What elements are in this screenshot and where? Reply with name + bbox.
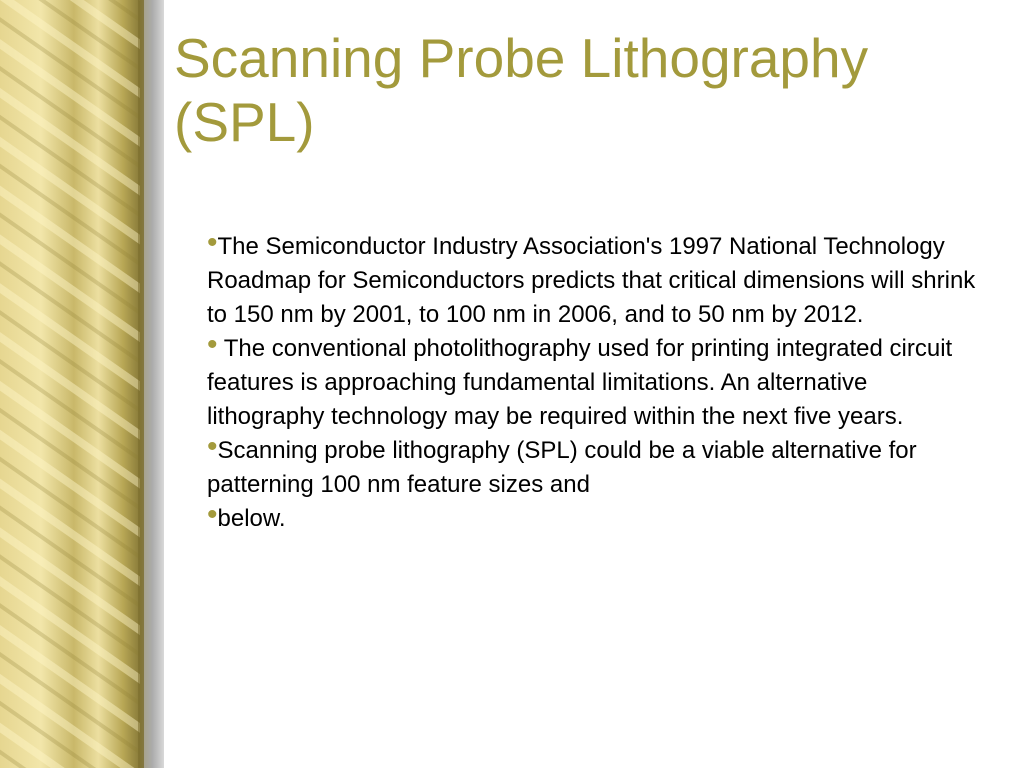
bullet-text: The Semiconductor Industry Association's 1997 National Technology Roadmap for Semiconductors predicts that critical dimensions will shrink to 150 nm by 2001, to 100 nm in 2006, and to 50 nm by 2012. bbox=[207, 233, 976, 328]
decorative-side-band bbox=[0, 0, 164, 768]
bullet-icon: • bbox=[207, 430, 218, 463]
bullet-item bbox=[207, 430, 987, 502]
bullet-list bbox=[207, 226, 987, 536]
bullet-item bbox=[207, 498, 987, 536]
bullet-text: below. bbox=[217, 505, 286, 532]
gold-stripe-pattern bbox=[0, 0, 164, 768]
bullet-item bbox=[207, 328, 987, 434]
bullet-icon: • bbox=[207, 328, 218, 361]
bullet-icon: • bbox=[207, 498, 218, 531]
title-line-1: Scanning Probe Lithography bbox=[174, 27, 869, 89]
bullet-icon: • bbox=[207, 226, 218, 259]
title-line-2: (SPL) bbox=[174, 91, 315, 153]
bullet-item bbox=[207, 226, 987, 332]
bullet-text: The conventional photolithography used for printing integrated circuit features is approaching fundamental limitations. An alternative lithography technology may be required within the next five years. bbox=[207, 335, 953, 430]
slide-title bbox=[174, 26, 994, 154]
bullet-text: Scanning probe lithography (SPL) could be a viable alternative for patterning 100 nm feature sizes and bbox=[207, 437, 917, 498]
